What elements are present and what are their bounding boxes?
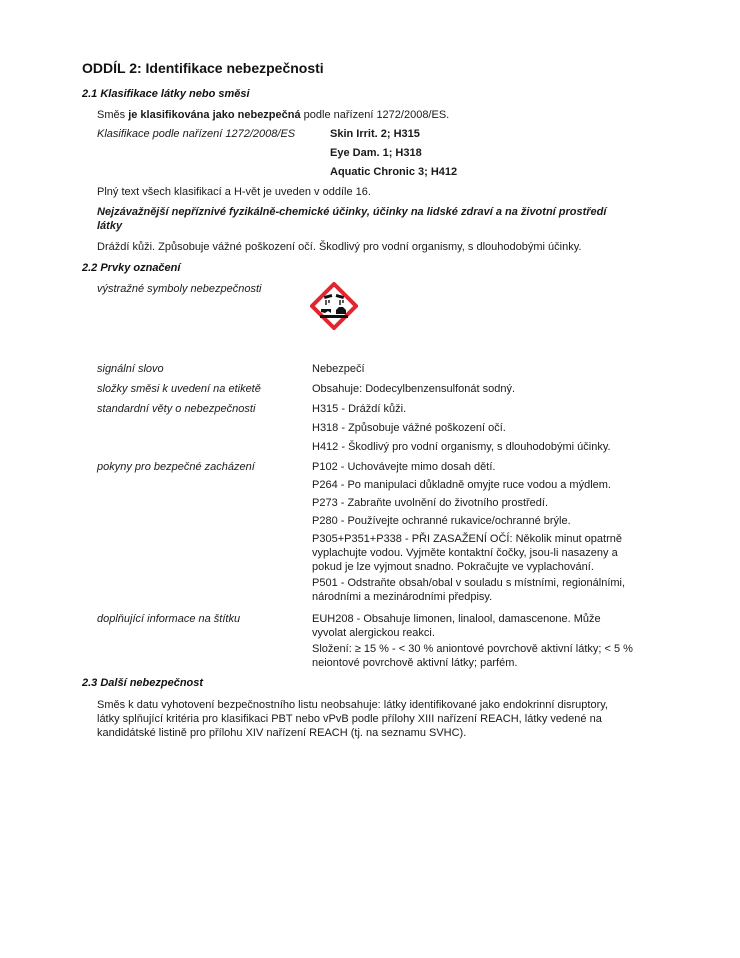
supplemental-label: doplňující informace na štítku [97, 613, 241, 625]
classification-item: Eye Dam. 1; H318 [330, 147, 422, 159]
corrosion-pictogram-icon [310, 282, 358, 330]
subsection-2-1-heading: 2.1 Klasifikace látky nebo směsi [82, 88, 250, 100]
classification-item: Skin Irrit. 2; H315 [330, 128, 420, 140]
signal-word-label: signální slovo [97, 363, 164, 375]
composition-statement: Složení: ≥ 15 % - < 30 % aniontové povrchově aktivní látky; < 5 % neiontové povrchově aktivní látky; parfém. [312, 643, 633, 669]
section-title: ODDÍL 2: Identifikace nebezpečnosti [82, 60, 324, 76]
precautionary-statement-p305: P305+P351+P338 - PŘI ZASAŽENÍ OČÍ: Několik minut opatrně vyplachujte vodou. Vyjměte kontaktní čočky, jsou-li nasazeny a pokud je lze vyjmout snadno. Pokračujte ve vyplachování. [312, 533, 622, 573]
other-hazards-text: Směs k datu vyhotovení bezpečnostního listu neobsahuje: látky identifikované jako endokrinní disruptory, látky splňující kritéria pro klasifikaci PBT nebo vPvB podle přílohy XIII nařízení REACH, látky vedené na kandidátské listině pro přílohu XIV nařízení REACH (tj. na seznamu SVHC). [97, 699, 608, 739]
precautionary-statement: P273 - Zabraňte uvolnění do životního prostředí. [312, 497, 549, 509]
effects-heading-line2: látky [97, 220, 123, 232]
hazard-statement: H315 - Dráždí kůži. [312, 403, 407, 415]
mixture-statement: Směs je klasifikována jako nebezpečná podle nařízení 1272/2008/ES. [97, 109, 450, 121]
precautionary-statement: P264 - Po manipulaci důkladně omyjte ruce vodou a mýdlem. [312, 479, 611, 491]
euh-statement: EUH208 - Obsahuje limonen, linalool, damascenone. Může vyvolat alergickou reakci. [312, 613, 601, 639]
precautionary-label: pokyny pro bezpečné zacházení [97, 461, 255, 473]
pictogram-label: výstražné symboly nebezpečnosti [97, 283, 262, 295]
subsection-2-2-heading: 2.2 Prvky označení [82, 262, 181, 274]
components-value: Obsahuje: Dodecylbenzensulfonát sodný. [312, 383, 516, 395]
hazard-statement: H318 - Způsobuje vážné poškození očí. [312, 422, 506, 434]
precautionary-statement-p501: P501 - Odstraňte obsah/obal v souladu s místními, regionálními, národními a mezinárodními předpisy. [312, 577, 626, 603]
components-label: složky směsi k uvedení na etiketě [97, 383, 261, 395]
hazard-statement: H412 - Škodlivý pro vodní organismy, s dlouhodobými účinky. [312, 441, 611, 453]
signal-word-value: Nebezpečí [312, 363, 365, 375]
subsection-2-3-heading: 2.3 Další nebezpečnost [82, 677, 204, 689]
effects-heading-line1: Nejzávažnější nepříznivé fyzikálně-chemické účinky, účinky na lidské zdraví a na životní prostředí [97, 206, 607, 218]
precautionary-statement: P102 - Uchovávejte mimo dosah dětí. [312, 461, 496, 473]
precautionary-statement: P280 - Používejte ochranné rukavice/ochranné brýle. [312, 515, 571, 527]
classification-label: Klasifikace podle nařízení 1272/2008/ES [97, 128, 296, 140]
classification-item: Aquatic Chronic 3; H412 [330, 166, 458, 178]
effects-text: Dráždí kůži. Způsobuje vážné poškození očí. Škodlivý pro vodní organismy, s dlouhodobými účinky. [97, 241, 582, 253]
fulltext-note: Plný text všech klasifikací a H-vět je uveden v oddíle 16. [97, 186, 371, 198]
hazard-statements-label: standardní věty o nebezpečnosti [97, 403, 256, 415]
